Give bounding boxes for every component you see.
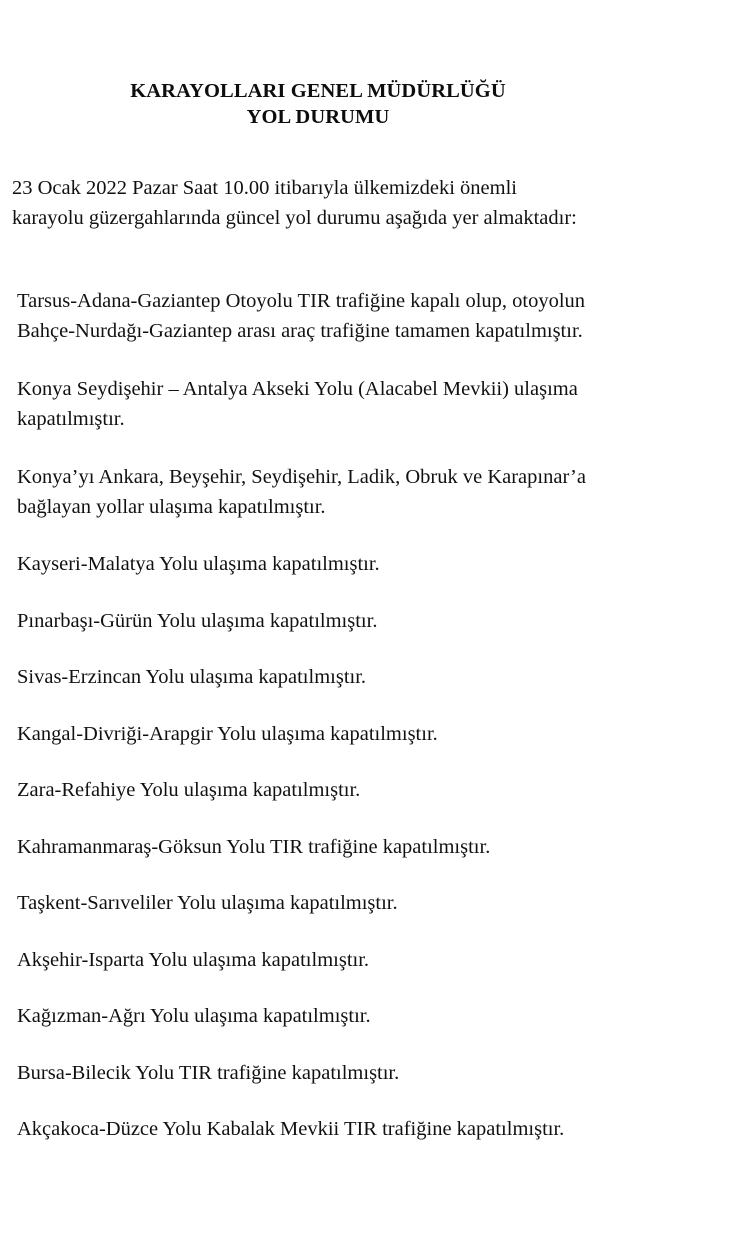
item-line-1: Konya’yı Ankara, Beyşehir, Seydişehir, Ladik, Obruk ve Karapınar’a — [17, 466, 586, 488]
intro-line-1: 23 Ocak 2022 Pazar Saat 10.00 itibarıyla ülkemizdeki önemli — [12, 177, 517, 199]
road-status-item — [17, 462, 586, 522]
item-line-2: kapatılmıştır. — [17, 408, 125, 430]
road-status-item — [17, 662, 366, 692]
item-line-1: Bursa-Bilecik Yolu TIR trafiğine kapatılmıştır. — [17, 1062, 400, 1084]
item-line-1: Taşkent-Sarıveliler Yolu ulaşıma kapatılmıştır. — [17, 892, 398, 914]
item-line-1: Tarsus-Adana-Gaziantep Otoyolu TIR trafiğine kapalı olup, otoyolun — [17, 290, 586, 312]
road-status-item — [17, 775, 360, 805]
item-line-1: Kağızman-Ağrı Yolu ulaşıma kapatılmıştır. — [17, 1005, 371, 1027]
item-line-1: Sivas-Erzincan Yolu ulaşıma kapatılmıştır. — [17, 666, 367, 688]
item-line-2: bağlayan yollar ulaşıma kapatılmıştır. — [17, 496, 326, 518]
item-line-1: Akşehir-Isparta Yolu ulaşıma kapatılmıştır. — [17, 949, 370, 971]
road-status-item — [17, 549, 380, 579]
item-line-1: Konya Seydişehir – Antalya Akseki Yolu (Alacabel Mevkii) ulaşıma — [17, 378, 578, 400]
item-line-1: Kangal-Divriği-Arapgir Yolu ulaşıma kapatılmıştır. — [17, 723, 438, 745]
road-status-item — [17, 832, 490, 862]
road-status-item — [17, 606, 377, 636]
road-status-item — [17, 945, 369, 975]
road-status-item — [17, 374, 578, 434]
item-line-1: Akçakoca-Düzce Yolu Kabalak Mevkii TIR trafiğine kapatılmıştır. — [17, 1118, 565, 1140]
item-line-1: Kayseri-Malatya Yolu ulaşıma kapatılmıştır. — [17, 553, 380, 575]
item-line-1: Kahramanmaraş-Göksun Yolu TIR trafiğine kapatılmıştır. — [17, 836, 491, 858]
intro-line-2: karayolu güzergahlarında güncel yol durumu aşağıda yer almaktadır: — [12, 207, 577, 229]
document-title-line-1: KARAYOLLARI GENEL MÜDÜRLÜĞÜ — [130, 80, 506, 102]
road-status-item — [17, 286, 585, 346]
item-line-1: Zara-Refahiye Yolu ulaşıma kapatılmıştır. — [17, 779, 361, 801]
item-line-2: Bahçe-Nurdağı-Gaziantep arası araç trafiğine tamamen kapatılmıştır. — [17, 320, 583, 342]
item-line-1: Pınarbaşı-Gürün Yolu ulaşıma kapatılmıştır. — [17, 610, 378, 632]
road-status-item — [17, 888, 398, 918]
road-status-item — [17, 1058, 399, 1088]
road-status-item — [17, 719, 438, 749]
document-title-line-2: YOL DURUMU — [246, 106, 390, 128]
road-status-item — [17, 1001, 371, 1031]
intro-paragraph — [12, 173, 712, 233]
road-status-item — [17, 1114, 564, 1144]
